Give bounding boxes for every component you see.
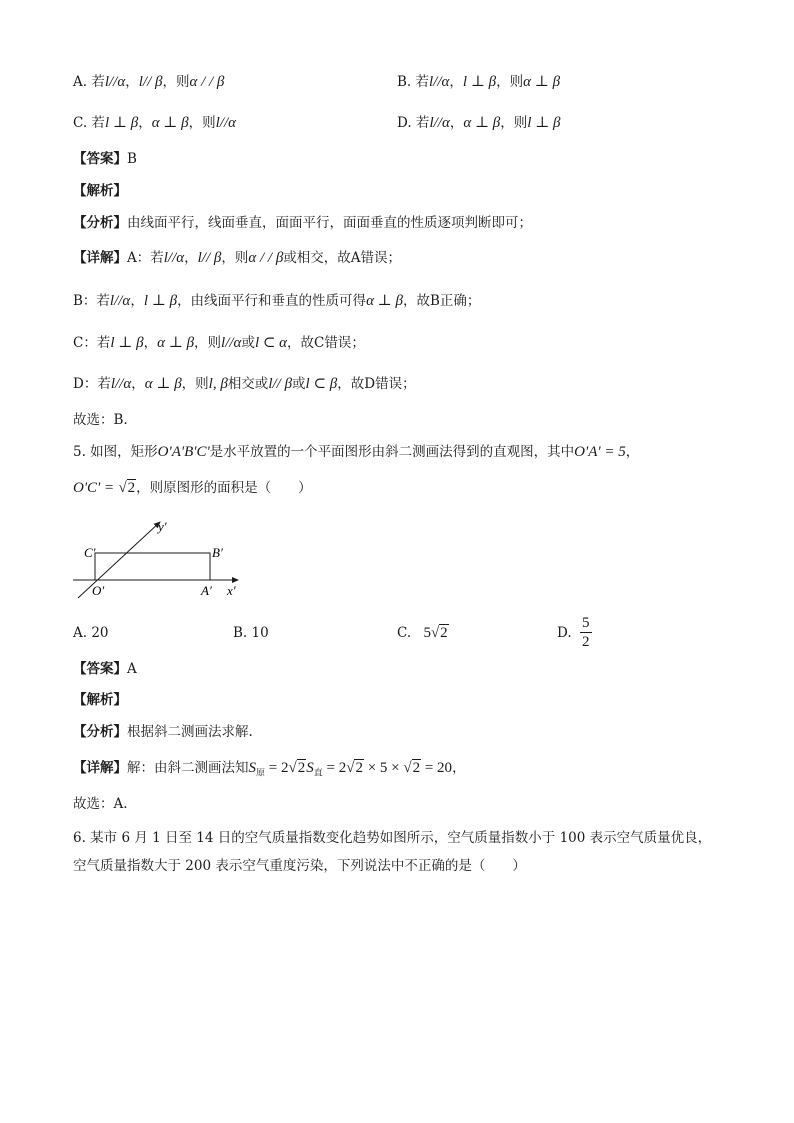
sqrt: √2 [403,760,421,776]
q5-option-d [557,623,572,643]
math: l ⊥ β [462,74,497,90]
q5-figure [70,515,270,615]
math: α ⊥ β [151,115,189,131]
math: S [248,760,256,776]
q5-option-b [233,623,269,643]
text: B：若 [73,293,110,309]
text: ，则 [194,335,222,351]
x-axis-label: x′ [227,583,236,598]
math: 5 [423,625,431,641]
math: = 2 [265,760,289,776]
math: O'C' = [73,480,115,496]
math: l ⊥ β [110,335,144,351]
sqrt: √2 [118,480,136,496]
text: ， [452,760,466,776]
text: 5. 如图，矩形 [73,444,158,460]
text: A：若 [127,250,164,266]
q5-answer [73,659,137,679]
math: l//α [104,74,126,90]
math: l ⊥ β [143,293,178,309]
math: S [306,760,314,776]
text: ，则 [221,250,249,266]
numerator: 5 [582,615,590,631]
math: α ⊥ β [144,376,182,392]
text: ， [449,74,463,90]
q4-answer [73,149,137,169]
text: ， [125,74,139,90]
option-label: A. 若 [73,74,105,90]
math: l// β [138,74,163,90]
option-label: C. 若 [73,115,105,131]
text: ， [131,376,145,392]
math: O'A'B'C' [157,444,210,460]
q4-fenxi [73,213,532,233]
text: ， [138,115,152,131]
math: l//α [163,250,185,266]
text: ，则 [500,115,528,131]
option-label: D. [557,625,572,641]
math: = 2 [322,760,347,776]
math: l ⊂ β [305,376,338,392]
radicand: 2 [297,760,306,776]
math: α / / β [248,250,284,266]
detail-tag: 【详解】 [73,250,127,266]
q4-option-a [73,72,224,92]
answer-tag: 【答案】 [73,151,127,167]
q5-option-c [397,623,449,643]
math: α ⊥ β [523,74,561,90]
text: ， [143,335,158,351]
math: α / / β [189,74,225,90]
subscript: 原 [256,768,266,779]
text: ，由线面平行和垂直的性质可得 [177,293,367,309]
math: l ⊂ α [254,335,288,351]
fenxi-tag: 【分析】 [73,724,127,740]
analysis-tag: 【解析】 [73,692,127,708]
text: 或 [292,376,306,392]
fenxi-tag: 【分析】 [73,215,127,231]
q5-analysis-tag [73,690,127,710]
text: D：若 [73,376,111,392]
math: l//α [429,74,450,90]
q5-option-a [73,623,109,643]
q4-detail-a [73,248,401,268]
text: ，则 [181,376,209,392]
option-label: C. [397,625,412,641]
text: ，则 [162,74,190,90]
q4-choose [73,410,128,430]
text: ，则 [496,74,524,90]
text: ，则 [188,115,216,131]
text: ， [130,293,144,309]
fenxi-text: 根据斜二测画法求解. [127,724,253,740]
q4-detail-c [73,333,365,353]
point-o-label: O′ [92,583,105,598]
sqrt: √2 [346,760,363,776]
q5-detail [73,758,466,784]
text: 6. 某市 6 月 1 日至 14 日的空气质量指数变化趋势如图所示，空气质量指数小于 100 表示空气质量优良， [73,830,712,846]
math: α ⊥ β [157,335,195,351]
math: = 20 [421,760,453,776]
point-c-label: C′ [84,545,96,560]
subscript: 直 [313,768,323,779]
text: ， [625,444,640,460]
q6-stem-line2 [73,856,526,876]
math: l// β [197,250,222,266]
answer-value: A [127,661,137,677]
q4-option-d [397,113,561,133]
point-a-label: A′ [201,583,212,598]
point-b-label: B′ [212,545,223,560]
math: l ⊥ β [527,115,561,131]
text: ，故B正确； [403,293,481,309]
fenxi-text: 由线面平行，线面垂直，面面平行，面面垂直的性质逐项判断即可； [127,215,532,231]
text: C：若 [73,335,111,351]
sqrt: √2 [288,760,306,776]
text: ， [449,115,464,131]
option-text: A. 20 [73,625,109,641]
text: ，故C错误； [287,335,365,351]
y-axis-label: y′ [158,519,167,534]
math: l//α [110,376,132,392]
radicand: 2 [127,480,136,496]
math: α ⊥ β [366,293,404,309]
q5-stem-line1 [73,442,639,462]
q4-detail-d [73,374,416,394]
option-label: D. 若 [397,115,430,131]
text: 是水平放置的一个平面图形由斜二测画法得到的直观图，其中 [209,444,575,460]
math: l//α [221,335,242,351]
radicand: 2 [440,625,448,641]
math: l//α [109,293,131,309]
math: α ⊥ β [463,115,501,131]
text: ，故D错误； [337,376,416,392]
y-axis [78,522,160,598]
analysis-tag: 【解析】 [73,183,127,199]
math: l//α [429,115,450,131]
choose-text: 故选：B. [73,412,128,428]
detail-tag: 【详解】 [73,760,127,776]
q5-choose [73,794,128,814]
text: ， [184,250,198,266]
option-label: B. 若 [397,74,430,90]
text: 或 [241,335,255,351]
text: 空气质量指数大于 200 表示空气重度污染，下列说法中不正确的是（ ） [73,858,526,874]
math: l ⊥ β [104,115,139,131]
math: l, β [208,376,228,392]
text: ，则原图形的面积是（ ） [136,480,312,496]
q4-option-b [397,72,560,92]
math: O'A' = 5 [574,444,626,460]
math: × 5 × [363,760,404,776]
radicand: 2 [412,760,421,776]
text: 相交或 [227,376,269,392]
radicand: 2 [355,760,363,776]
q4-analysis-tag [73,181,127,201]
q5-fenxi [73,722,253,742]
q5-option-d-fraction [580,614,592,651]
q5-stem-line2 [73,478,312,498]
sqrt: √2 [430,625,448,641]
choose-text: 故选：A. [73,796,128,812]
math: l//α [215,115,237,131]
option-text: B. 10 [233,625,269,641]
denominator: 2 [582,634,590,650]
math: l// β [268,376,293,392]
text: 或相交，故A错误； [283,250,402,266]
answer-tag: 【答案】 [73,661,127,677]
text: 解：由斜二测画法知 [127,760,249,776]
answer-value: B [127,151,137,167]
q4-option-c [73,113,236,133]
q4-detail-b [73,291,480,311]
q6-stem-line1 [73,828,711,848]
